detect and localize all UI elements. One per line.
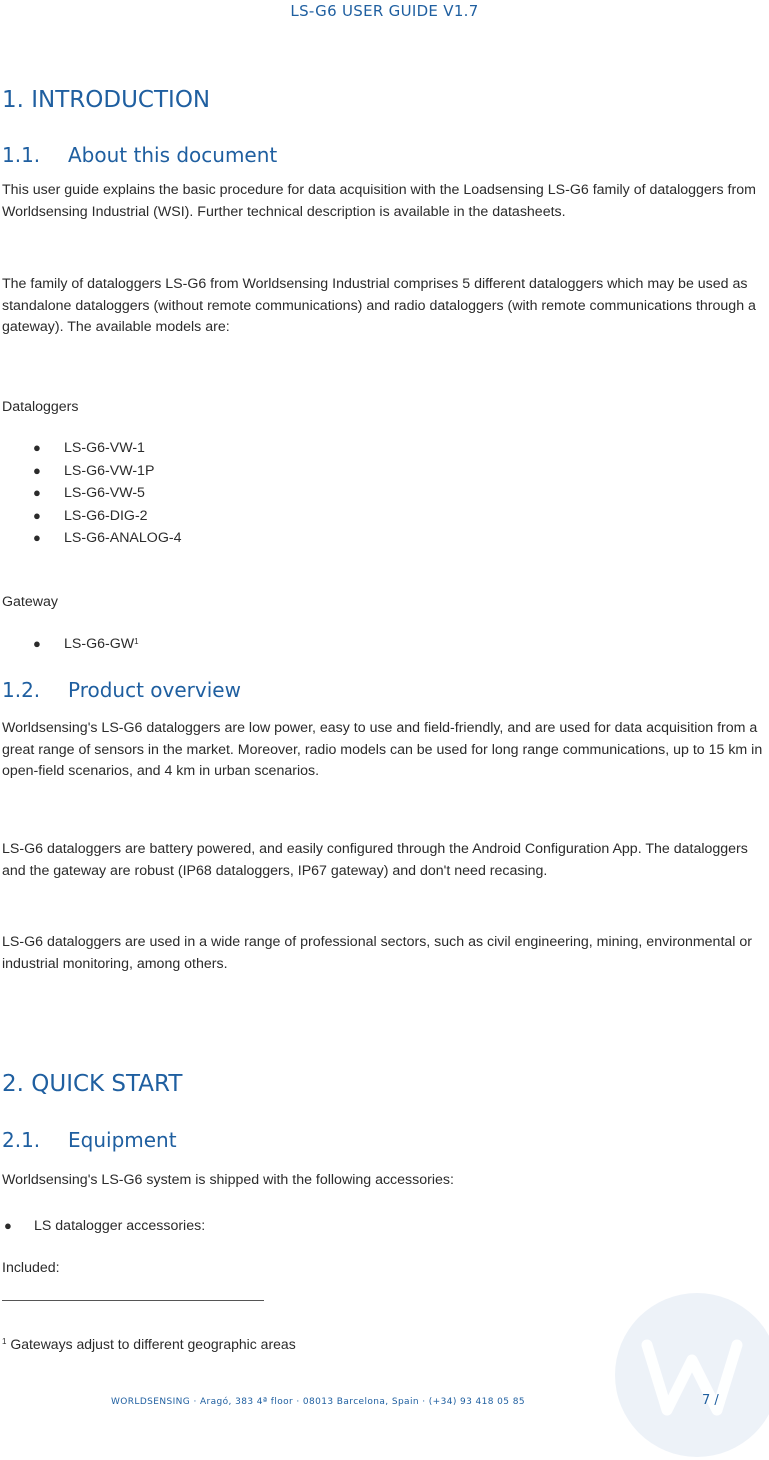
paragraph: The family of dataloggers LS-G6 from Worldsensing Industrial comprises 5 different dataloggers which may be used as standalone dataloggers (without remote communications) and radio dataloggers (with remote communications through a gateway). The available models are: <box>2 276 756 335</box>
bullet-dot-icon: ● <box>4 1218 12 1233</box>
section-1-heading: 1. INTRODUCTION <box>2 87 211 113</box>
section-number: 1.2. <box>2 678 41 702</box>
footnote-ref: 1 <box>134 637 139 646</box>
included-label: Included: <box>2 1260 60 1276</box>
list-item: ● LS datalogger accessories: <box>0 1215 205 1238</box>
dataloggers-label: Dataloggers <box>2 399 79 415</box>
footnote-separator <box>2 1300 264 1301</box>
section-1-2-heading <box>2 677 241 703</box>
footnote <box>2 1334 296 1354</box>
bullet-dot-icon: ● <box>33 507 41 523</box>
gateway-label: Gateway <box>2 594 58 610</box>
paragraph: LS-G6 dataloggers are battery powered, and easily configured through the Android Configuration App. The dataloggers and the gateway are robust (IP68 dataloggers, IP67 gateway) and don't need recasing. <box>2 841 748 879</box>
bullet-dot-icon: ● <box>33 440 41 455</box>
list-item: ● LS-G6-VW-5 <box>0 482 181 505</box>
paragraph: LS-G6 dataloggers are used in a wide range of professional sectors, such as civil engineering, mining, environmental or industrial monitoring, among others. <box>2 934 752 972</box>
section-number: 1.1. <box>2 143 41 167</box>
dataloggers-list <box>0 437 181 550</box>
list-item: ● $LS-G6-GW^1$ <box>0 633 139 656</box>
paragraph: Worldsensing's LS-G6 dataloggers are low power, easy to use and field-friendly, and are used for data acquisition from a great range of sensors in the market. Moreover, radio models can be used for long range communications, up to 15 km in open-field scenarios, and 4 km in urban scenarios. <box>2 720 763 779</box>
bullet-dot-icon: ● <box>33 485 41 500</box>
running-header: LS-G6 USER GUIDE V1.7 <box>290 2 479 20</box>
bullet-dot-icon: ● <box>33 462 41 478</box>
section-1-1-heading <box>2 142 277 168</box>
page-footer: WORLDSENSING · Aragó, 383 4ª floor · 08013 Barcelona, Spain · (+34) 93 418 05 85 <box>111 1397 525 1407</box>
list-item: ● LS-G6-VW-1 <box>0 437 181 460</box>
bullet-dot-icon: ● <box>33 636 41 651</box>
section-title: About this document <box>68 143 278 167</box>
footnote-text: Gateways adjust to different geographic areas <box>10 1336 296 1352</box>
list-item: ● LS-G6-VW-1P <box>0 460 181 483</box>
worldsensing-watermark-logo <box>612 1290 769 1460</box>
page-number: 7 / <box>702 1393 719 1408</box>
gateway-list <box>0 633 139 656</box>
section-number: 2.1. <box>2 1128 41 1152</box>
section-2-heading: 2. QUICK START <box>2 1071 183 1097</box>
section-title: Equipment <box>68 1128 177 1152</box>
list-item: ● LS-G6-ANALOG-4 <box>0 527 181 550</box>
section-title: Product overview <box>68 678 241 702</box>
paragraph: This user guide explains the basic procedure for data acquisition with the Loadsensing LS-G6 family of dataloggers from Worldsensing Industrial (WSI). Further technical description is available in the datasheets. <box>2 182 756 220</box>
list-item: ● LS-G6-DIG-2 <box>0 505 181 528</box>
bullet-dot-icon: ● <box>33 530 41 545</box>
footnote-marker: 1 <box>2 1337 7 1346</box>
paragraph: Worldsensing's LS-G6 system is shipped with the following accessories: <box>2 1172 454 1188</box>
accessories-list <box>0 1215 205 1238</box>
section-2-1-heading <box>2 1127 177 1153</box>
